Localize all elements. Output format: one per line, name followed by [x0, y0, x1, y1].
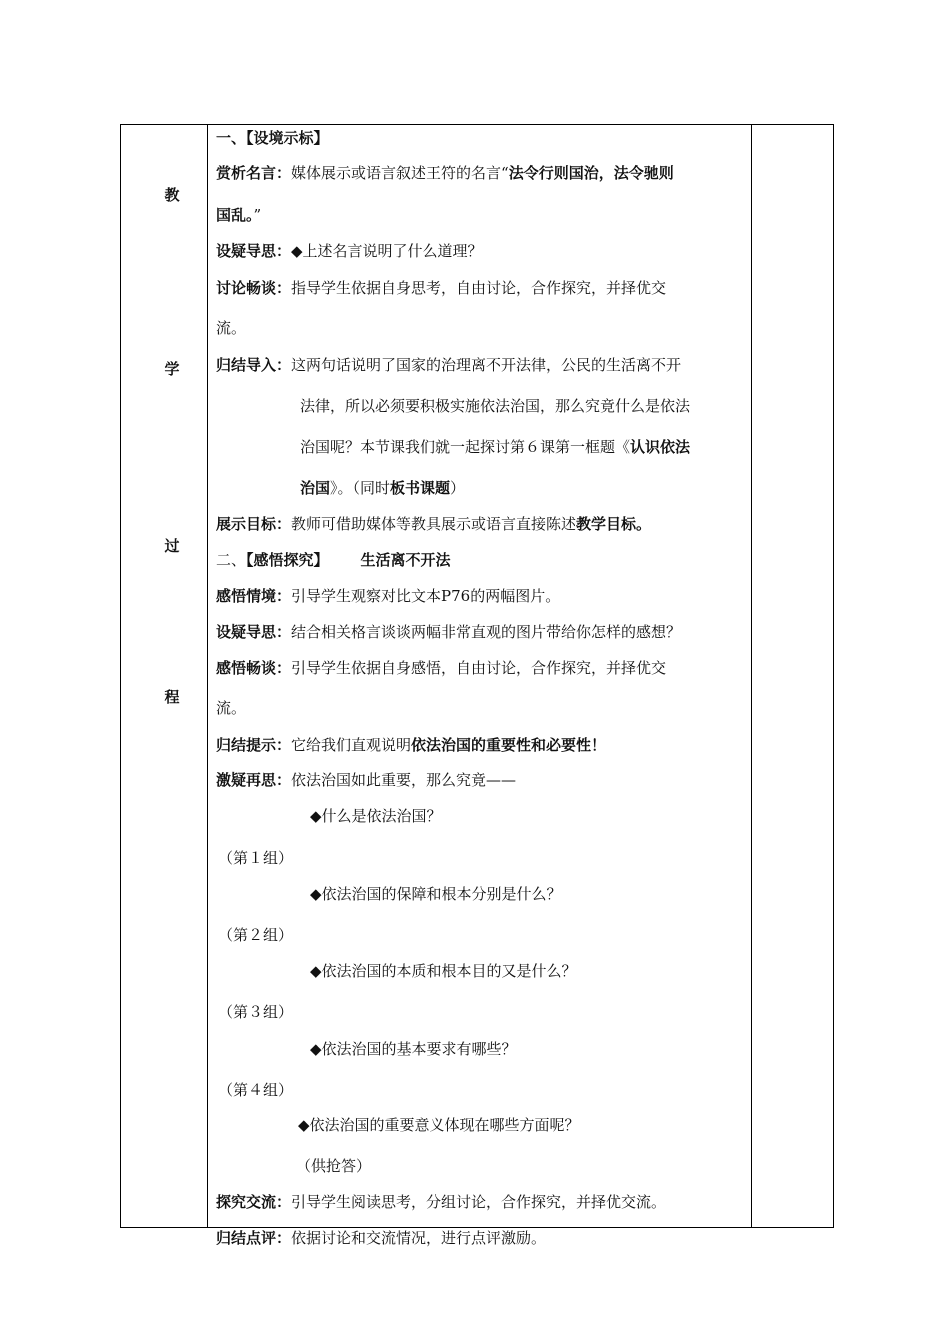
column-divider-right	[751, 125, 752, 1227]
question2-line	[216, 622, 681, 642]
rethink-text: 依法治国如此重要，那么究竟——	[291, 771, 517, 789]
goal-text: 教师可借助媒体等教具展示或语言直接陈述	[291, 515, 577, 533]
summary-close: ）	[450, 479, 466, 497]
scene-line	[216, 586, 560, 606]
review-text: 依据讨论和交流情况，进行点评激励。	[291, 1229, 547, 1247]
question-item-1: ◆什么是依法治国？	[310, 807, 442, 825]
discuss-line2: 流。	[216, 319, 247, 337]
review-line	[216, 1228, 546, 1248]
section2-subtitle: 生活离不开法	[360, 551, 451, 569]
discuss-text1: 指导学生依据自身思考，自由讨论，合作探究，并择优交	[291, 279, 667, 297]
question-text: ◆上述名言说明了什么道理？	[291, 242, 483, 260]
summary-bold4: 治国	[300, 479, 331, 497]
question2-text: 结合相关格言谈谈两幅非常直观的图片带给你怎样的感想？	[291, 623, 682, 641]
group-label-5: （供抢答）	[296, 1157, 372, 1175]
rethink-line	[216, 770, 516, 790]
rethink-label: 激疑再思：	[216, 771, 292, 789]
section2-heading	[216, 550, 451, 570]
question-line	[216, 241, 483, 261]
talk-label: 感悟畅谈：	[216, 659, 292, 677]
summary-text4: 》。（同时	[330, 479, 391, 497]
quote-part2: 国乱。	[216, 206, 254, 224]
side-label-cheng: 程	[164, 688, 180, 706]
summary-label: 归结导入：	[216, 356, 292, 374]
hint-text: 它给我们直观说明	[291, 736, 412, 754]
appreciate-line	[216, 163, 674, 183]
question-item-3: ◆依法治国的本质和根本目的又是什么？	[310, 962, 577, 980]
summary-line4	[300, 478, 465, 498]
summary-text3: 治国呢？本节课我们就一起探讨第６课第一框题《	[300, 438, 631, 456]
question-label: 设疑导思：	[216, 242, 292, 260]
goal-bold: 教学目标。	[576, 515, 652, 533]
question-item-2: ◆依法治国的保障和根本分别是什么？	[310, 885, 562, 903]
discuss-label: 讨论畅谈：	[216, 279, 292, 297]
column-divider-left	[207, 125, 208, 1227]
goal-line	[216, 514, 651, 534]
talk-text1: 引导学生依据自身感悟，自由讨论，合作探究，并择优交	[291, 659, 667, 677]
scene-text: 引导学生观察对比文本P76的两幅图片。	[291, 587, 561, 605]
hint-bold: 依法治国的重要性和必要性！	[411, 736, 607, 754]
group-label-1: （第１组）	[218, 849, 294, 867]
side-label-xue: 学	[164, 360, 180, 378]
summary-line2: 法律，所以必须要积极实施依法治国，那么究竟什么是依法	[300, 397, 691, 415]
scene-label: 感悟情境：	[216, 587, 292, 605]
question2-label: 设疑导思：	[216, 623, 292, 641]
summary-text1: 这两句话说明了国家的治理离不开法律，公民的生活离不开	[291, 356, 682, 374]
question-item-4: ◆依法治国的基本要求有哪些？	[310, 1040, 517, 1058]
hint-line	[216, 735, 606, 755]
group-label-3: （第３组）	[218, 1003, 294, 1021]
section1-heading: 一、【设境示标】	[216, 129, 329, 147]
review-label: 归结点评：	[216, 1229, 292, 1247]
explore-label: 探究交流：	[216, 1193, 292, 1211]
question-item-5: ◆依法治国的重要意义体现在哪些方面呢？	[298, 1116, 580, 1134]
summary-line1	[216, 355, 681, 375]
summary-line3	[300, 437, 690, 457]
goal-label: 展示目标：	[216, 515, 292, 533]
explore-line	[216, 1192, 666, 1212]
hint-label: 归结提示：	[216, 736, 292, 754]
appreciate-text: 媒体展示或语言叙述王符的名言“	[291, 164, 509, 182]
section2-num: 二、	[216, 551, 247, 569]
talk-line2: 流。	[216, 699, 247, 717]
summary-bold3: 认识依法	[630, 438, 691, 456]
talk-line1	[216, 658, 666, 678]
group-label-4: （第４组）	[218, 1081, 294, 1099]
explore-text: 引导学生阅读思考，分组讨论，合作探究，并择优交流。	[291, 1193, 667, 1211]
quote-part1: 法令行则国治，法令驰则	[508, 164, 674, 182]
appreciate-label: 赏析名言：	[216, 164, 292, 182]
discuss-line1	[216, 278, 666, 298]
quote-close: ”	[253, 206, 262, 224]
section2-title: 【感悟探究】	[246, 551, 329, 569]
quote-line2	[216, 205, 261, 225]
side-label-jiao: 教	[164, 186, 180, 204]
group-label-2: （第２组）	[218, 926, 294, 944]
board-title: 板书课题	[390, 479, 451, 497]
side-label-guo: 过	[164, 537, 180, 555]
